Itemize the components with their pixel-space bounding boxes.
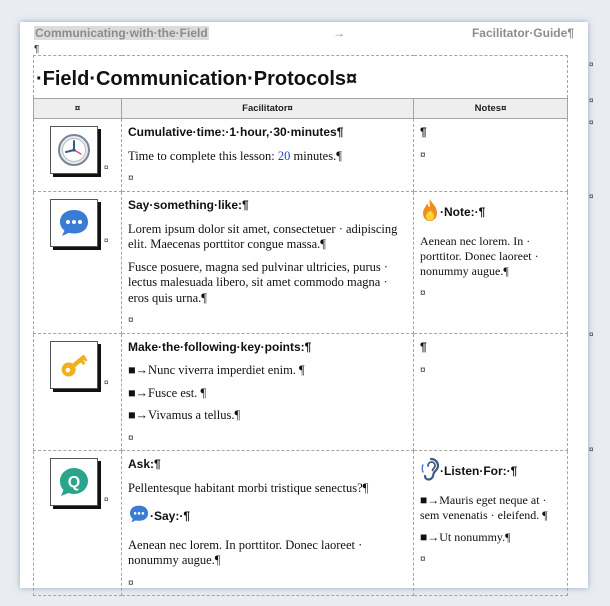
row-end-mark: ¤ [589,96,594,105]
cell-end-mark: ¤ [420,364,426,376]
question-text: Pellentesque habitant morbi tristique senectus?¶ [128,480,369,495]
cell-end-mark: ¤ [420,150,426,161]
bullet-item: ■→Fusce est. ¶ [128,385,207,400]
table-row [34,333,568,451]
cell-end-mark: ¤ [104,495,109,504]
column-header-icon: ¤ [34,99,122,119]
row-end-mark: ¤ [589,330,594,339]
column-header-notes: Notes¤ [414,99,568,119]
row-end-mark: ¤ [589,60,594,69]
facilitator-cell[interactable] [122,119,414,192]
protocol-table [33,55,568,596]
note-text: Aenean nec lorem. In · porttitor. Donec laoreet · nonummy augue.¶ [420,234,539,278]
notes-cell[interactable] [414,451,568,596]
notes-paragraph-mark: ¶ [420,339,427,354]
key-icon[interactable] [50,341,98,389]
table-row [34,451,568,596]
facilitator-cell[interactable] [122,192,414,334]
svg-text:Q: Q [67,474,81,491]
cell-end-mark: ¤ [128,432,134,444]
notes-cell[interactable] [414,333,568,451]
row-heading: Say·something·like:¶ [128,198,249,212]
cell-end-mark: ¤ [420,288,426,299]
icon-cell [34,451,122,596]
body-paragraph: Lorem ipsum dolor sit amet, consectetuer · adipiscing elit. Maecenas porttitor congue massa.¶ [128,221,398,251]
minutes-value: 20 [277,148,291,163]
clock-icon[interactable] [50,126,98,174]
row-end-mark: ¤ [589,118,594,127]
row-end-mark: ¤ [589,192,594,201]
cell-end-mark: ¤ [104,236,109,245]
document-title[interactable]: ·Field·Communication·Protocols¤ [34,56,568,99]
header-right-text[interactable]: Facilitator·Guide¶ [471,26,574,40]
table-row [34,119,568,192]
table-row [34,192,568,334]
speech-bubble-icon [128,503,150,530]
cell-end-mark: ¤ [128,315,134,326]
page-header [32,26,574,42]
paragraph-mark: ¶ [34,44,40,55]
ear-icon [420,457,440,485]
row-heading: Cumulative·time:·1·hour,·30·minutes¶ [128,125,344,139]
column-header-facilitator: Facilitator¤ [122,99,414,119]
say-heading: ·Say:·¶ [128,503,407,530]
bullet-item: ■→Nunc viverra imperdiet enim. ¶ [128,363,305,377]
notes-cell[interactable] [414,119,568,192]
bullet-item: ■→Ut nonummy.¶ [420,530,511,544]
tab-arrow: → [333,26,345,40]
row-end-mark: ¤ [589,445,594,454]
lesson-time-text: Time to complete this lesson: 20 minutes.¶ [128,148,342,163]
document-page [20,22,594,589]
cell-end-mark: ¤ [104,163,109,172]
row-heading: Make·the·following·key·points:¶ [128,339,312,354]
icon-cell [34,333,122,451]
cell-end-mark: ¤ [128,173,134,184]
header-left-text[interactable]: Communicating·with·the·Field [35,26,208,40]
icon-cell [34,192,122,334]
facilitator-cell[interactable] [122,451,414,596]
say-text: Aenean nec lorem. In porttitor. Donec laoreet · nonummy augue.¶ [128,537,363,567]
bullet-item: ■→Vivamus a tellus.¶ [128,408,241,422]
notes-paragraph-mark: ¶ [420,125,427,139]
notes-cell[interactable] [414,192,568,334]
icon-cell [34,119,122,192]
body-paragraph: Fusce posuere, magna sed pulvinar ultricies, purus · lectus malesuada libero, sit amet commodo magna · eros quis urna.¶ [128,259,389,305]
flame-icon [420,198,440,226]
question-bubble-icon[interactable] [50,458,98,506]
bullet-item: ■→Mauris eget neque at · sem venenatis · eleifend. ¶ [420,493,548,522]
facilitator-cell[interactable] [122,333,414,451]
row-heading: Ask:¶ [128,457,161,471]
cell-end-mark: ¤ [128,577,134,589]
speech-bubble-icon[interactable] [50,199,98,247]
cell-end-mark: ¤ [104,377,109,387]
listen-heading: ·Listen·For:·¶ [420,457,561,485]
note-heading: ·Note:·¶ [420,198,561,226]
cell-end-mark: ¤ [420,554,426,565]
